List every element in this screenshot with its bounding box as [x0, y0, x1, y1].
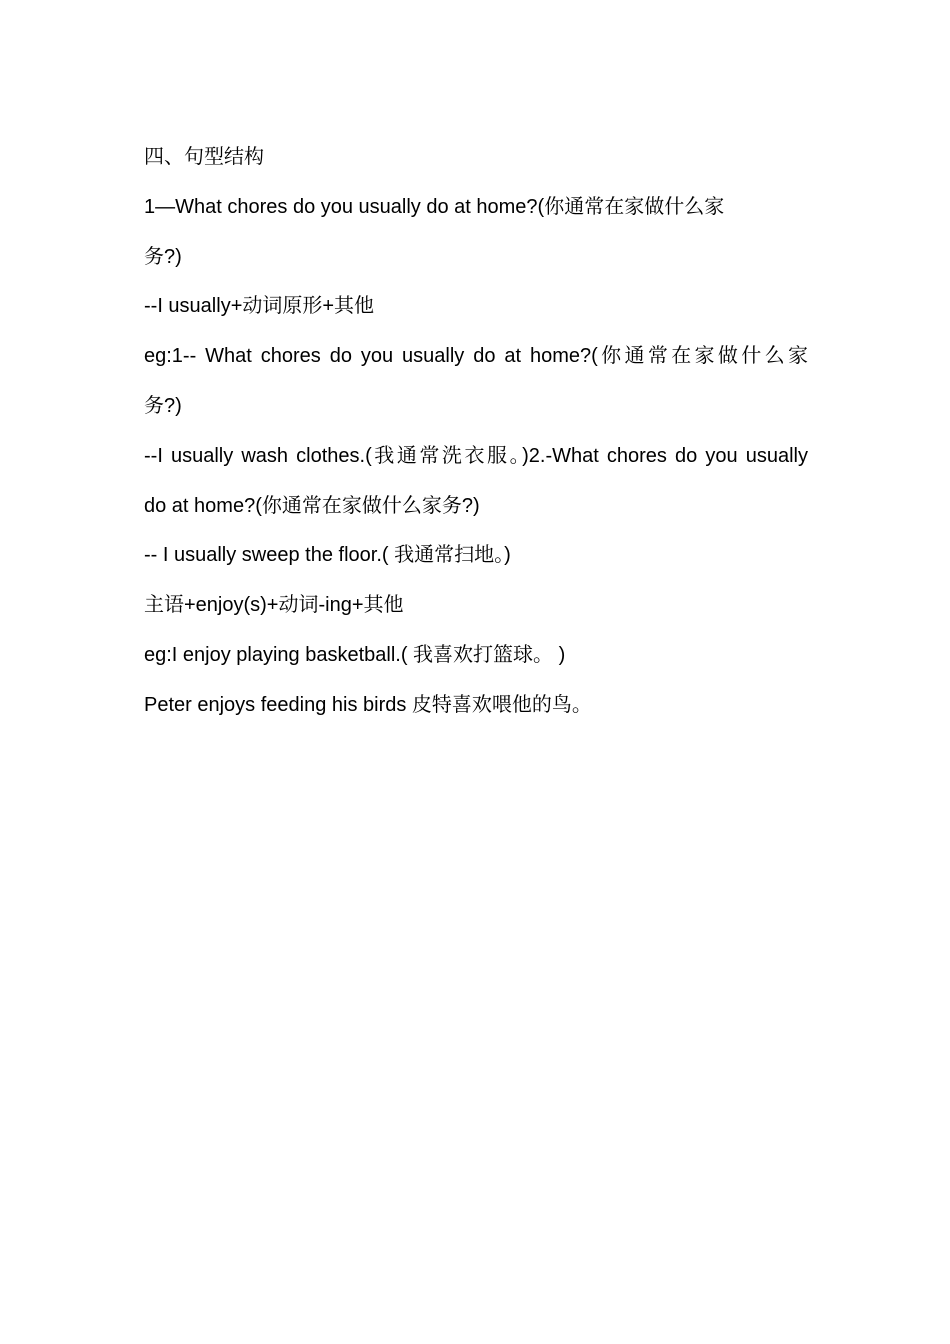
document-body — [144, 133, 808, 731]
text-line: --I usually+动词原形+其他 — [144, 295, 375, 318]
text-line: 务?) — [144, 394, 182, 417]
text-line: do at home?(你通常在家做什么家务?) — [144, 494, 480, 517]
text-line: -- I usually sweep the floor.( 我通常扫地。) — [144, 544, 511, 567]
text-line: Peter enjoys feeding his birds 皮特喜欢喂他的鸟。 — [144, 693, 592, 716]
section-heading: 四、句型结构 — [144, 146, 264, 168]
text-line: 1—What chores do you usually do at home?(你通常在家做什么家 — [144, 195, 725, 218]
text-line: --I usually wash clothes.(我通常洗衣服。)2.-What chores do you usually — [144, 444, 808, 467]
text-line: eg:I enjoy playing basketball.( 我喜欢打篮球。 ) — [144, 643, 566, 666]
text-line: eg:1-- What chores do you usually do at home?(你通常在家做什么家 — [144, 345, 808, 368]
text-line: 主语+enjoy(s)+动词-ing+其他 — [144, 594, 404, 617]
text-line: 务?) — [144, 245, 182, 268]
